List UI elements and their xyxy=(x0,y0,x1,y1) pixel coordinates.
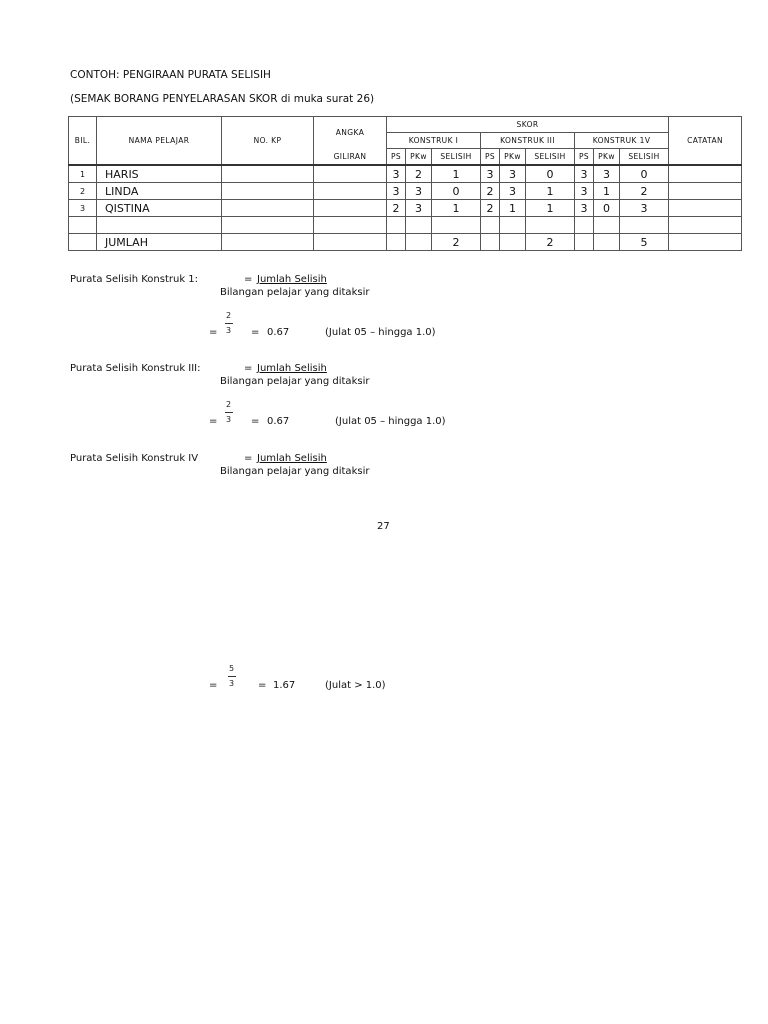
header-konstruk-1: KONSTRUK I xyxy=(387,133,481,149)
row-nama: LINDA xyxy=(97,183,222,200)
row-bil: 1 xyxy=(69,165,97,183)
row-k3-ps: 2 xyxy=(481,200,500,217)
row-angka xyxy=(314,183,387,200)
bottom-eq2: = xyxy=(209,680,218,691)
header-selisih: SELISIH xyxy=(620,149,669,166)
page-subheading: (SEMAK BORANG PENYELARASAN SKOR di muka surat 26) xyxy=(70,93,375,105)
row-bil: 3 xyxy=(69,200,97,217)
jumlah-k1: 2 xyxy=(432,234,481,251)
row-k3-ps: 3 xyxy=(481,165,500,183)
header-pkw: PKw xyxy=(500,149,526,166)
formula-3-numerator: Jumlah Selisih xyxy=(257,453,327,464)
formula-1-denominator: Bilangan pelajar yang ditaksir xyxy=(220,287,370,298)
formula-2-frac-bar xyxy=(225,412,233,413)
formula-1-note: (Julat 05 – hingga 1.0) xyxy=(325,327,436,338)
formula-1-frac-num: 2 xyxy=(226,311,232,320)
row-k3-pkw: 1 xyxy=(500,200,526,217)
formula-2-equals: = xyxy=(244,363,253,374)
header-bil: BIL. xyxy=(69,117,97,166)
row-k1-pkw: 3 xyxy=(406,183,432,200)
row-nama: HARIS xyxy=(97,165,222,183)
header-selisih: SELISIH xyxy=(432,149,481,166)
formula-2-label: Purata Selisih Konstruk III: xyxy=(70,363,201,374)
header-giliran: GILIRAN xyxy=(314,149,387,166)
row-catatan xyxy=(669,183,742,200)
row-k3-pkw: 3 xyxy=(500,183,526,200)
header-catatan: CATATAN xyxy=(669,117,742,166)
row-k1-ps: 3 xyxy=(387,183,406,200)
table-row-jumlah xyxy=(69,234,742,251)
header-nama: NAMA PELAJAR xyxy=(97,117,222,166)
row-bil: 2 xyxy=(69,183,97,200)
row-k1-selisih: 1 xyxy=(432,165,481,183)
row-k3-pkw: 3 xyxy=(500,165,526,183)
bottom-result: 1.67 xyxy=(273,680,296,691)
formula-3-label: Purata Selisih Konstruk IV xyxy=(70,453,199,464)
formula-1-eq2: = xyxy=(209,327,218,338)
bottom-note: (Julat > 1.0) xyxy=(325,680,386,691)
row-nokp xyxy=(222,183,314,200)
formula-2-numerator: Jumlah Selisih xyxy=(257,363,327,374)
header-pkw: PKw xyxy=(406,149,432,166)
jumlah-k4: 5 xyxy=(620,234,669,251)
formula-2-eq2: = xyxy=(209,416,218,427)
header-skor: SKOR xyxy=(387,117,669,133)
table-row xyxy=(69,165,742,183)
bottom-eq3: = xyxy=(258,680,267,691)
row-k4-ps: 3 xyxy=(575,200,594,217)
formula-2-denominator: Bilangan pelajar yang ditaksir xyxy=(220,376,370,387)
header-selisih: SELISIH xyxy=(526,149,575,166)
formula-1-equals: = xyxy=(244,274,253,285)
row-k1-selisih: 1 xyxy=(432,200,481,217)
row-k1-ps: 2 xyxy=(387,200,406,217)
formula-1-eq3: = xyxy=(251,327,260,338)
formula-2-eq3: = xyxy=(251,416,260,427)
header-ps: PS xyxy=(387,149,406,166)
bottom-frac-den: 3 xyxy=(229,679,235,688)
page-heading: CONTOH: PENGIRAAN PURATA SELISIH xyxy=(70,69,271,81)
row-nama: QISTINA xyxy=(97,200,222,217)
header-nokp: NO. KP xyxy=(222,117,314,166)
header-ps: PS xyxy=(481,149,500,166)
formula-3-equals: = xyxy=(244,453,253,464)
jumlah-label: JUMLAH xyxy=(97,234,222,251)
row-angka xyxy=(314,165,387,183)
row-k3-ps: 2 xyxy=(481,183,500,200)
row-k4-selisih: 0 xyxy=(620,165,669,183)
row-k4-pkw: 0 xyxy=(594,200,620,217)
row-k4-selisih: 3 xyxy=(620,200,669,217)
header-pkw: PKw xyxy=(594,149,620,166)
table-row-empty xyxy=(69,217,742,234)
row-k4-pkw: 1 xyxy=(594,183,620,200)
row-k3-selisih: 1 xyxy=(526,200,575,217)
score-table xyxy=(68,116,742,251)
row-nokp xyxy=(222,200,314,217)
page-number: 27 xyxy=(377,521,390,532)
formula-1-frac-bar xyxy=(225,323,233,324)
row-nokp xyxy=(222,165,314,183)
row-k4-pkw: 3 xyxy=(594,165,620,183)
row-k4-ps: 3 xyxy=(575,183,594,200)
row-k4-ps: 3 xyxy=(575,165,594,183)
formula-1-numerator: Jumlah Selisih xyxy=(257,274,327,285)
row-k3-selisih: 0 xyxy=(526,165,575,183)
bottom-frac-num: 5 xyxy=(229,664,235,673)
row-k1-selisih: 0 xyxy=(432,183,481,200)
row-catatan xyxy=(669,165,742,183)
formula-3-denominator: Bilangan pelajar yang ditaksir xyxy=(220,466,370,477)
formula-1-frac-den: 3 xyxy=(226,326,232,335)
jumlah-k3: 2 xyxy=(526,234,575,251)
header-angka: ANGKA xyxy=(314,117,387,149)
formula-1-label: Purata Selisih Konstruk 1: xyxy=(70,274,199,285)
table-row xyxy=(69,183,742,200)
header-ps: PS xyxy=(575,149,594,166)
row-k1-pkw: 2 xyxy=(406,165,432,183)
formula-1-result: 0.67 xyxy=(267,327,290,338)
row-catatan xyxy=(669,200,742,217)
header-konstruk-4: KONSTRUK 1V xyxy=(575,133,669,149)
row-k4-selisih: 2 xyxy=(620,183,669,200)
formula-2-note: (Julat 05 – hingga 1.0) xyxy=(335,416,446,427)
row-k1-pkw: 3 xyxy=(406,200,432,217)
formula-2-frac-num: 2 xyxy=(226,400,232,409)
row-k1-ps: 3 xyxy=(387,165,406,183)
formula-2-result: 0.67 xyxy=(267,416,290,427)
formula-2-frac-den: 3 xyxy=(226,415,232,424)
table-row xyxy=(69,200,742,217)
header-konstruk-3: KONSTRUK III xyxy=(481,133,575,149)
row-k3-selisih: 1 xyxy=(526,183,575,200)
bottom-frac-bar xyxy=(228,676,236,677)
row-angka xyxy=(314,200,387,217)
